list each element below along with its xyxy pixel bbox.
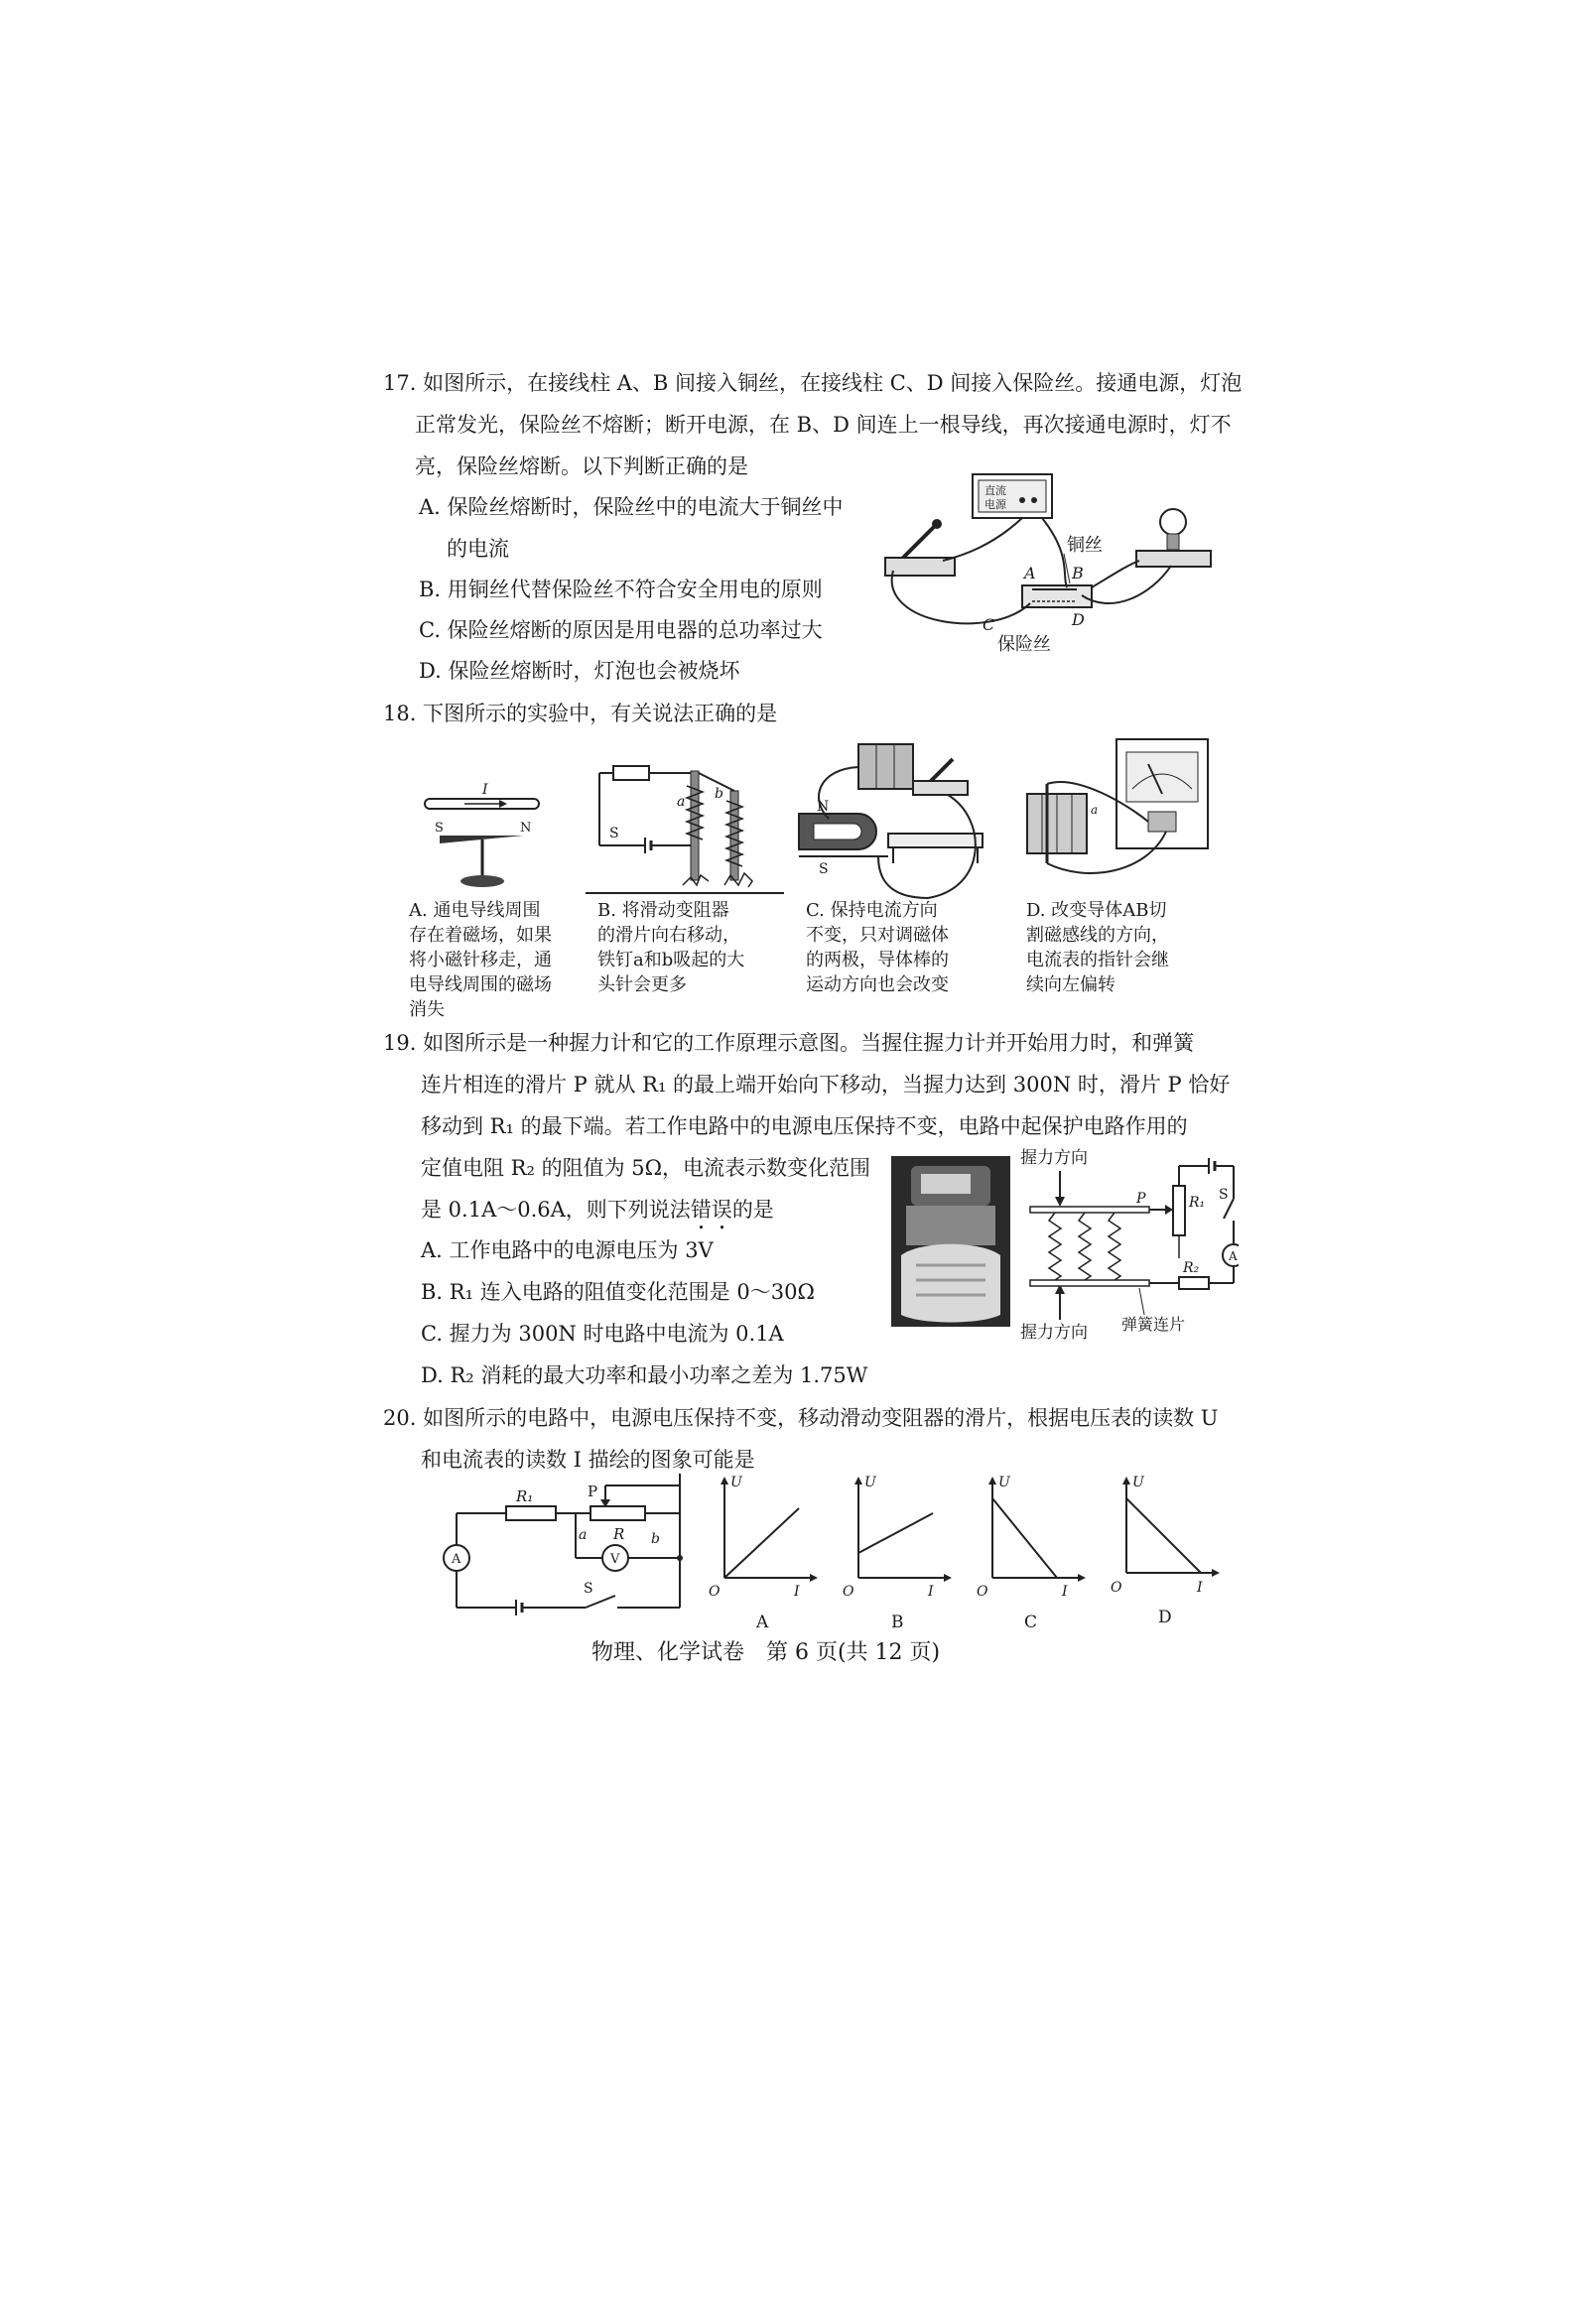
emphasis-wrong: 错误 [690,1198,732,1222]
force-direction-bottom: 握力方向 [1020,1323,1088,1340]
q19-line2: 连片相连的滑片 P 就从 R₁ 的最上端开始向下移动，当握力达到 300N 时，滑片 P 恰好 [421,1073,1231,1097]
q17-line1: 17. 如图所示，在接线柱 A、B 间接入铜丝，在接线柱 C、D 间接入保险丝。接通电源，灯泡 [383,371,1243,395]
needle-s: S [435,821,444,836]
q18-figure-c [779,739,997,903]
magnet-n: N [817,799,830,815]
svg-text:I: I [928,1584,934,1600]
svg-text:U: U [864,1475,876,1490]
q20-graphs [705,1469,1231,1637]
resistor-r2: R₂ [1183,1260,1200,1276]
needle-n: N [520,821,532,836]
q20-line1: 20. 如图所示的电路中，电源电压保持不变，移动滑动变阻器的滑片，根据电压表的读数 U [383,1406,1219,1430]
resistor-r1: R₁ [1189,1195,1206,1211]
svg-text:O: O [843,1584,854,1600]
graph-c [977,1475,1086,1632]
graph-c-label: C [1024,1613,1038,1632]
terminal-b: B [1072,564,1084,582]
graph-d-label: D [1158,1608,1172,1627]
q17-option-a-cont: 的电流 [447,537,509,561]
q19-principle-diagram [1010,1141,1239,1340]
terminal-c: C [983,615,995,634]
q18-figure-d [1017,734,1216,908]
page-footer: 物理、化学试卷 第 6 页(共 12 页) [591,1640,941,1665]
graph-a [709,1475,818,1632]
svg-text:I: I [1197,1580,1203,1596]
q19-option-a: A. 工作电路中的电源电压为 3V [421,1238,714,1262]
svg-text:O: O [977,1584,988,1600]
conductor-a: a [1091,803,1099,817]
q17-line2: 正常发光，保险丝不熔断；断开电源，在 B、D 间连上一根导线，再次接通电源时，灯不 [415,413,1232,437]
q18-stem: 18. 下图所示的实验中，有关说法正确的是 [383,702,778,725]
svg-text:O: O [1111,1580,1122,1596]
q19-option-b: B. R₁ 连入电路的阻值变化范围是 0～30Ω [421,1280,815,1304]
q19-line4: 定值电阻 R₂ 的阻值为 5Ω，电流表示数变化范围 [421,1156,871,1180]
graph-d [1111,1475,1220,1627]
q19-option-d: D. R₂ 消耗的最大功率和最小功率之差为 1.75W [421,1363,868,1387]
q18-caption-c: C. 保持电流方向 不变，只对调磁体 的两极，导体棒的 运动方向也会改变 [806,900,949,995]
svg-text:I: I [794,1584,800,1600]
q20-line2: 和电流表的读数 I 描绘的图象可能是 [421,1448,755,1472]
q17-fuse-figure [873,466,1231,655]
magnet-s: S [819,861,829,877]
ammeter-a-20: A [452,1552,461,1567]
force-direction-top: 握力方向 [1020,1148,1088,1168]
q18-figure-a [415,754,554,903]
switch-s-20: S [584,1581,593,1597]
graph-b [843,1475,952,1632]
nail-a: a [677,794,686,810]
spring-connector-label: 弹簧连片 [1121,1315,1186,1334]
svg-text:I: I [1062,1584,1068,1600]
slider-p: P [1136,1191,1146,1207]
switch-s: S [609,826,619,841]
graph-b-label: B [891,1613,904,1632]
point-b-20: b [651,1531,660,1547]
q18-caption-b: B. 将滑动变阻器 的滑片向右移动， 铁钉a和b吸起的大 头针会更多 [597,900,745,995]
q17-line3: 亮，保险丝熔断。以下判断正确的是 [415,454,748,478]
switch-s-19: S [1219,1187,1229,1203]
q18-caption-a: A. 通电导线周围 存在着磁场，如果 将小磁针移走，通 电导线周围的磁场 消失 [409,900,552,1020]
q19-option-c: C. 握力为 300N 时电路中电流为 0.1A [421,1322,784,1346]
terminal-a: A [1024,564,1036,582]
copper-label: 铜丝 [1067,535,1103,556]
slider-p-20: P [588,1483,598,1500]
graph-a-label: A [756,1613,769,1632]
grip-dynamometer-photo [891,1156,1010,1327]
rheostat-r: R [613,1525,625,1543]
q20-circuit [437,1464,695,1622]
label-current-i: I [482,782,488,798]
point-a-20: a [579,1527,588,1543]
q17-option-b: B. 用铜丝代替保险丝不符合安全用电的原则 [419,578,823,601]
supply-label-1: 直流 [984,484,1006,497]
q17-option-a: A. 保险丝熔断时，保险丝中的电流大于铜丝中 [419,495,844,519]
q18-figure-b [586,746,784,905]
supply-label-2: 电源 [984,498,1006,511]
svg-text:U: U [730,1475,742,1490]
q18-caption-d: D. 改变导体AB切 割磁感线的方向， 电流表的指针会继 续向左偏转 [1026,900,1169,995]
q19-line3: 移动到 R₁ 的最下端。若工作电路中的电源电压保持不变，电路中起保护电路作用的 [421,1114,1188,1138]
svg-text:U: U [998,1475,1010,1490]
ammeter-a-19: A [1229,1249,1238,1263]
resistor-r1-20: R₁ [516,1487,534,1505]
nail-b: b [715,786,723,802]
terminal-d: D [1072,610,1085,629]
q19-line1: 19. 如图所示是一种握力计和它的工作原理示意图。当握住握力计并开始用力时，和弹簧 [383,1031,1195,1055]
svg-text:O: O [709,1584,721,1600]
voltmeter-v: V [610,1552,620,1567]
q17-option-c: C. 保险丝熔断的原因是用电器的总功率过大 [419,618,823,642]
fuse-label: 保险丝 [997,634,1051,655]
svg-text:U: U [1132,1475,1144,1490]
q17-option-d: D. 保险丝熔断时，灯泡也会被烧坏 [419,659,740,683]
q19-line5: 是 0.1A～0.6A，则下列说法错误的是 [421,1198,774,1222]
